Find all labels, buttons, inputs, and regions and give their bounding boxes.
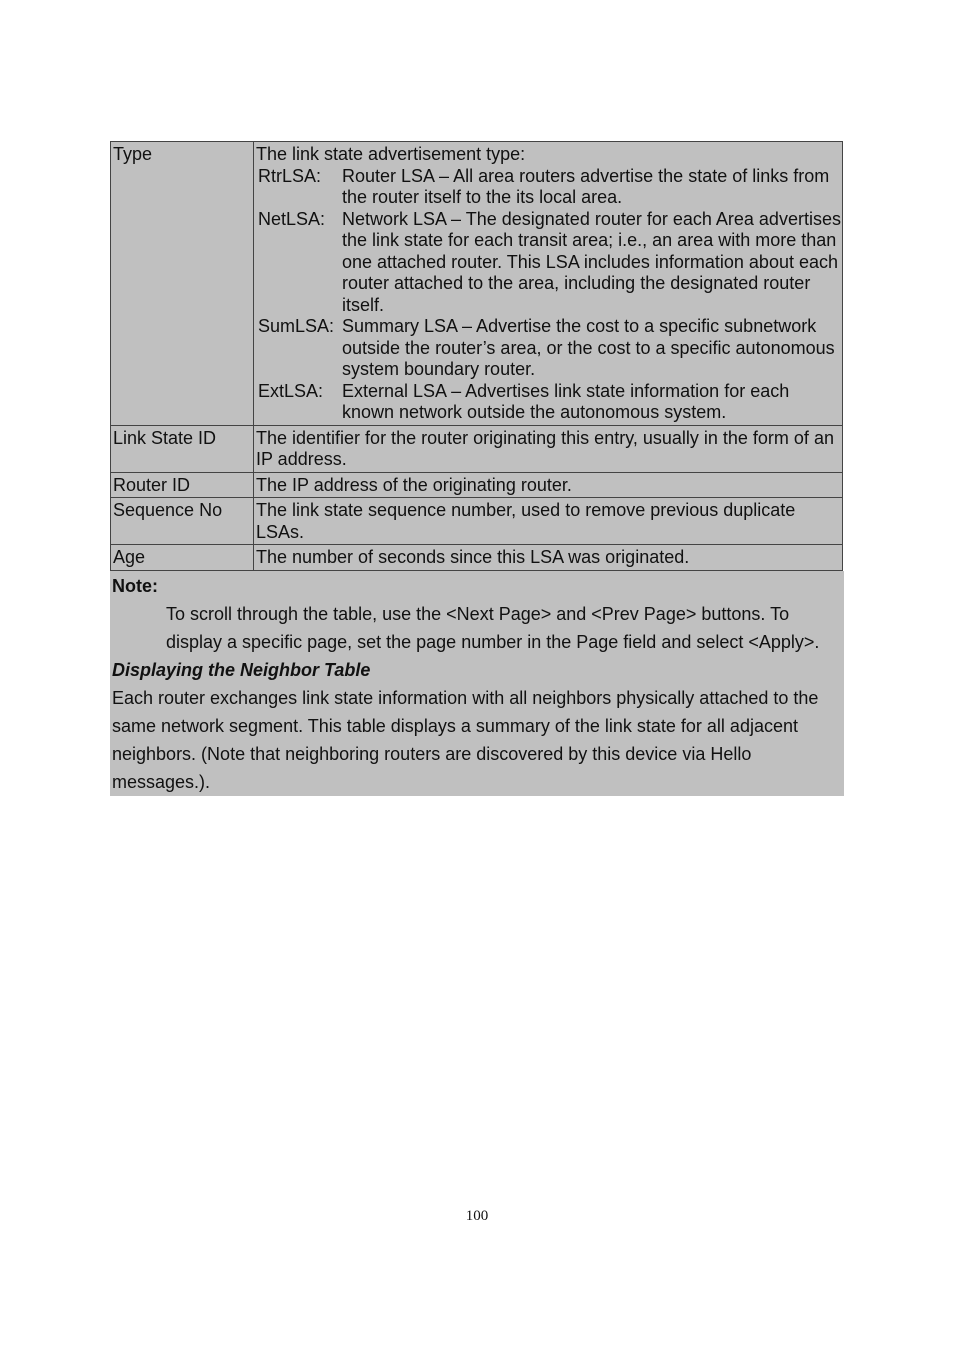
page-content	[110, 141, 844, 796]
lsa-type-desc: Network LSA – The designated router for each Area advertises the link state for each transit area; i.e., an area with more than one attached router. This LSA includes information about each router attached to the area, including the designated router itself.	[342, 208, 841, 315]
field-name-cell: Sequence No	[111, 498, 254, 545]
field-name-cell: Link State ID	[111, 425, 254, 472]
lsa-type-desc: Summary LSA – Advertise the cost to a specific subnetwork outside the router’s area, or the cost to a specific autonomous system boundary router.	[340, 316, 841, 381]
lsa-type-row	[256, 316, 841, 381]
table-row	[111, 425, 843, 472]
lsa-type-abbr: ExtLSA:	[256, 381, 340, 424]
note-body: To scroll through the table, use the <Next Page> and <Prev Page> buttons. To display a specific page, set the page number in the Page field and select <Apply>.	[166, 603, 820, 652]
lsa-type-list	[256, 166, 841, 424]
field-description-cell: The identifier for the router originating this entry, usually in the form of an IP address.	[254, 425, 843, 472]
lsa-type-abbr: RtrLSA:	[256, 166, 340, 209]
field-description-cell	[254, 142, 843, 426]
note-title: Note:	[112, 575, 158, 596]
field-name-cell: Router ID	[111, 472, 254, 498]
lsa-field-table	[110, 141, 843, 571]
table-row	[111, 142, 843, 426]
table-row	[111, 472, 843, 498]
lsa-type-row	[256, 381, 841, 424]
section-paragraph: Each router exchanges link state information with all neighbors physically attached to the same network segment. This table displays a summary of the link state for all adjacent neighbors. (Note that neighboring routers are discovered by this device via Hello messages.).	[112, 687, 819, 792]
lsa-type-abbr: NetLSA:	[256, 209, 340, 317]
field-description-cell: The link state sequence number, used to remove previous duplicate LSAs.	[254, 498, 843, 545]
lsa-type-desc: Router LSA – All area routers advertise the state of links from the router itself to the its local area.	[340, 166, 841, 209]
lsa-type-abbr: SumLSA:	[256, 316, 340, 381]
lsa-type-row	[256, 166, 841, 209]
field-name-cell: Age	[111, 545, 254, 571]
page-number: 100	[465, 1208, 489, 1224]
table-row	[111, 545, 843, 571]
field-description-cell: The number of seconds since this LSA was originated.	[254, 545, 843, 571]
field-name-cell: Type	[111, 142, 254, 426]
note-block	[110, 571, 844, 796]
section-heading: Displaying the Neighbor Table	[112, 659, 371, 680]
lsa-type-row	[256, 209, 841, 317]
field-description-cell: The IP address of the originating router.	[254, 472, 843, 498]
lsa-type-desc: External LSA – Advertises link state information for each known network outside the autonomous system.	[340, 381, 841, 424]
type-intro-text: The link state advertisement type:	[256, 144, 526, 164]
table-row	[111, 498, 843, 545]
